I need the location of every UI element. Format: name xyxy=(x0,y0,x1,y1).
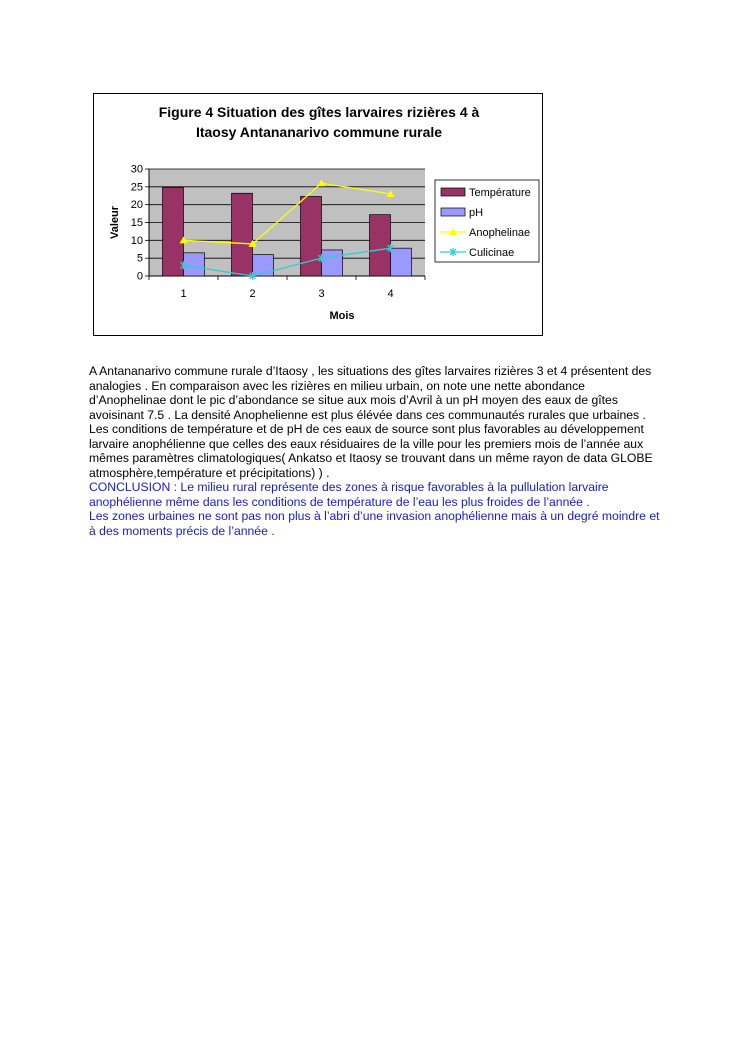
y-axis-label: Valeur xyxy=(109,205,121,240)
chart-title-line-2: Itaosy Antananarivo commune rurale xyxy=(195,124,443,140)
chart-frame xyxy=(93,93,543,336)
bar-temprature xyxy=(232,193,253,276)
y-tick-label: 20 xyxy=(130,199,143,212)
y-tick-label: 25 xyxy=(130,181,143,194)
legend-swatch-ph xyxy=(441,208,465,216)
y-tick-label: 15 xyxy=(130,217,143,229)
x-tick-label: 1 xyxy=(180,288,187,300)
bar-ph xyxy=(184,253,205,276)
bar-temprature xyxy=(301,196,322,276)
conclusion-text: CONCLUSION : Le milieu rural représente des zones à risque favorables à la pullulation larvaire anophélienne même dans les conditions de température de l’eau les plus froides de l’année . xyxy=(89,480,609,509)
x-axis-label: Mois xyxy=(329,310,355,322)
conclusion-text-2: Les zones urbaines ne sont pas non plus à l’abri d’une invasion anophélienne mais à un degré moindre et à des moments précis de l’année . xyxy=(89,509,660,538)
bar-ph xyxy=(391,248,412,276)
chart-plot xyxy=(94,94,544,337)
bar-ph xyxy=(322,250,343,276)
y-tick-label: 5 xyxy=(136,252,143,265)
legend-label-culicinae: Culicinae xyxy=(469,247,515,259)
y-tick-label: 10 xyxy=(130,234,143,247)
paragraph-1: A Antananarivo commune rurale d’Itaosy , les situations des gîtes larvaires rizières 3 et 4 présentent des analogies . En comparaison avec les rizières en milieu urbain, on note une nette abondance d’Anophelinae dont le pic d’abondance se situe aux mois d’Avril à un pH moyen des eaux de gîtes avoisinant 7.5 . La densité Anophelienne est plus élévée dans ces communautés rurales que urbaines . xyxy=(89,364,652,422)
legend-swatch-temprature xyxy=(441,188,465,196)
y-tick-label: 0 xyxy=(136,270,143,283)
legend-label-anophelinae: Anophelinae xyxy=(469,227,531,239)
paragraph-2: Les conditions de température et de pH de ces eaux de source sont plus favorables au développement larvaire anophélienne que celles des eaux résiduaires de la ville pour les premiers mois de l’année aux mêmes paramètres climatologiques( Ankatso et Itaosy se trouvant dans un même rayon de data GLOBE atmosphère,température et précipitations) ) . xyxy=(89,422,653,480)
x-tick-label: 4 xyxy=(387,288,394,300)
y-tick-label: 30 xyxy=(130,163,143,176)
bar-temprature xyxy=(370,215,391,276)
body-text xyxy=(89,364,664,538)
legend-label-temprature: Température xyxy=(469,187,531,199)
chart-title-line-1: Figure 4 Situation des gîtes larvaires rizières 4 à xyxy=(158,104,480,120)
x-tick-label: 3 xyxy=(318,288,325,300)
legend-label-ph: pH xyxy=(469,207,484,219)
x-tick-label: 2 xyxy=(249,288,256,300)
